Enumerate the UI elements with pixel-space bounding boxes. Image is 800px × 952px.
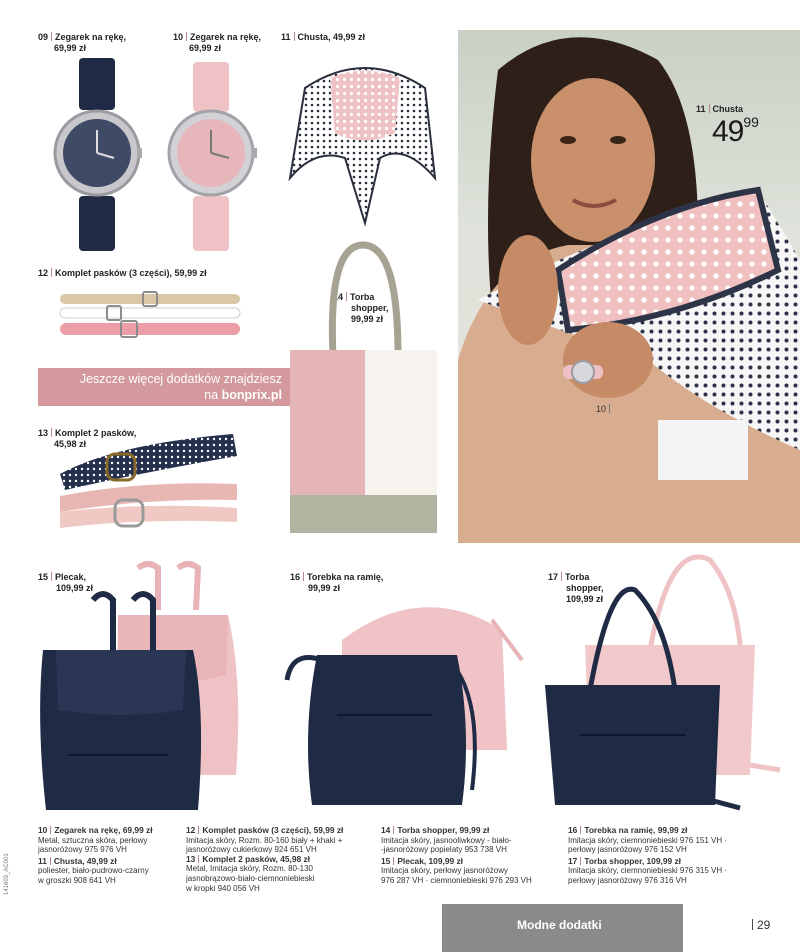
shoulder-bag-image (282, 590, 524, 816)
desc-col-3 (381, 826, 566, 886)
promo-line-1: Jeszcze więcej dodatków znajdziesz (79, 372, 282, 386)
desc-item-12: 12 Komplet pasków (3 części), 59,99 zł Imitacja skóry, Rozm. 80-160 biały + khaki + jasnoróżowy cukierkowy 924 651 VH (186, 825, 344, 855)
shopper-large-image (540, 550, 782, 815)
label-item-14: 14 Torba shopper, 99,99 zł (333, 292, 389, 324)
page-number: 29 (752, 918, 770, 932)
scarf-image (285, 48, 445, 228)
belts-set-image (55, 290, 245, 346)
belts-two-image (55, 424, 245, 536)
desc-item-11: 11 Chusta, 49,99 zł poliester, biało-pudrowo-czarny w groszki 908 641 VH (38, 855, 149, 885)
desc-col-1 (38, 826, 183, 886)
catalog-code: 141603_AC001 (4, 853, 10, 895)
desc-col-2 (186, 826, 376, 893)
shopper-bag-image (288, 240, 440, 536)
label-item-17: 17 Torba shopper, 109,99 zł (548, 572, 604, 604)
label-item-12: 12 Komplet pasków (3 części), 59,99 zł (38, 268, 207, 278)
label-item-09: 09 Zegarek na rękę, 69,99 zł (38, 32, 127, 53)
photo-price: 4999 (712, 114, 759, 148)
promo-line-2: na bonprix.pl (204, 388, 282, 402)
desc-item-15: 15 Plecak, 109,99 zł Imitacja skóry, perłowy jasnoróżowy 976 287 VH · ciemnoniebieski 976 293 VH (381, 855, 532, 885)
label-item-15: 15 Plecak, 109,99 zł (38, 572, 94, 593)
desc-item-16: 16 Torebka na ramię, 99,99 zł Imitacja skóry, ciemnoniebieski 976 151 VH · perłowy jasnoróżowy 976 152 VH (568, 825, 728, 855)
desc-col-4 (568, 826, 768, 886)
desc-item-13: 13 Komplet 2 pasków, 45,98 zł Metal, Imitacja skóry, Rozm. 80-130 jasnobrązowo-biało-ciemnoniebieski w kropki 940 056 VH (186, 853, 315, 893)
desc-item-17: 17 Torba shopper, 109,99 zł Imitacja skóry, ciemnoniebieski 976 315 VH · perłowy jasnoróżowy 976 316 VH (568, 855, 728, 885)
watch-pink-image (165, 58, 257, 253)
desc-item-10: 10 Zegarek na rękę, 69,99 zł Metal, sztuczna skóra, perłowy jasnoróżowy 975 976 VH (38, 825, 153, 855)
label-item-11: 11 Chusta, 49,99 zł (281, 32, 366, 42)
photo-label-11: 11 Chusta (696, 104, 744, 114)
desc-item-14: 14 Torba shopper, 99,99 zł Imitacja skóry, jasnooliwkowy - biało- -jasnoróżowy popielaty 953 738 VH (381, 825, 512, 855)
backpack-image (38, 560, 246, 815)
promo-banner[interactable] (38, 368, 292, 406)
photo-label-10: 10 (596, 404, 613, 415)
watch-navy-image (52, 58, 142, 253)
label-item-13: 13 Komplet 2 pasków, 45,98 zł (38, 428, 137, 449)
section-tab[interactable]: Modne dodatki (442, 904, 683, 952)
label-item-10: 10 Zegarek na rękę, 69,99 zł (173, 32, 262, 53)
model-photo (458, 30, 800, 543)
label-item-16: 16 Torebka na ramię, 99,99 zł (290, 572, 384, 593)
